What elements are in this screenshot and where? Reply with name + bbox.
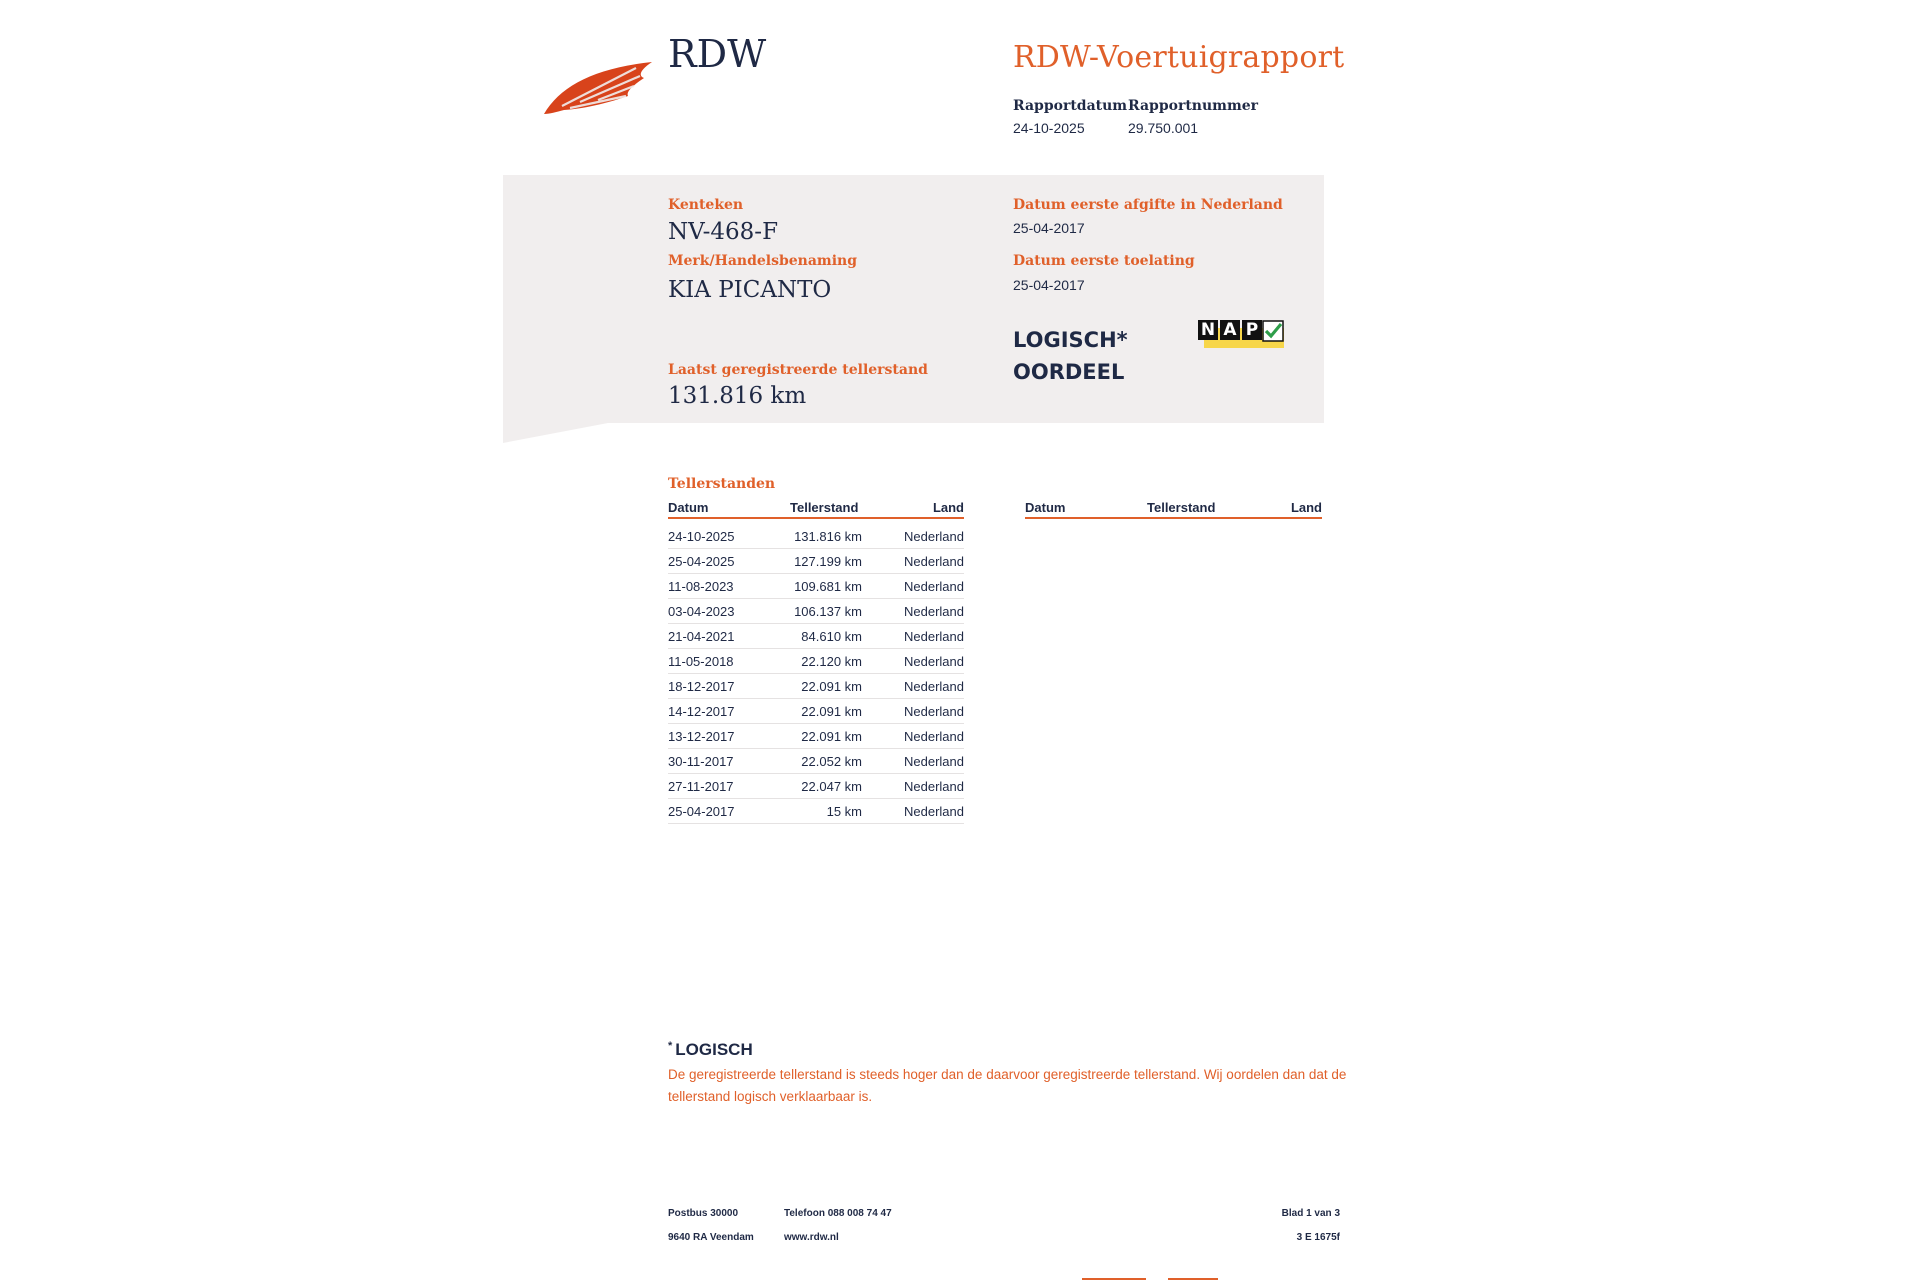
- odometer-value: 131.816 km: [668, 383, 807, 409]
- report-number-label: Rapportnummer: [1128, 98, 1259, 114]
- plate-value: NV-468-F: [668, 219, 779, 245]
- odometer-label: Laatst geregistreerde tellerstand: [668, 362, 928, 378]
- cell-country: Nederland: [904, 604, 964, 619]
- table-row: [668, 648, 964, 674]
- cell-odometer: 22.052 km: [801, 754, 862, 769]
- footer-web-link[interactable]: www.rdw.nl: [784, 1232, 839, 1243]
- footer-page-number: Blad 1 van 3: [1281, 1208, 1340, 1219]
- cell-odometer: 127.199 km: [794, 554, 862, 569]
- nap-letter-a: A: [1220, 320, 1240, 340]
- first-nl-label: Datum eerste afgifte in Nederland: [1013, 197, 1283, 213]
- cell-country: Nederland: [904, 754, 964, 769]
- footer-postbus: Postbus 30000: [668, 1208, 739, 1219]
- col-header-country: Land: [932, 500, 964, 515]
- col-header-country-right: Land: [1290, 500, 1322, 515]
- cell-date: 11-08-2023: [668, 579, 734, 594]
- cell-date: 25-04-2017: [668, 804, 735, 819]
- note-text: De geregistreerde tellerstand is steeds hoger dan de daarvoor geregistreerde tellerstand. Wij oordelen dan dat de tellerstand logisch verklaarbaar is.: [668, 1067, 1347, 1104]
- cell-date: 25-04-2025: [668, 554, 735, 569]
- note-star: *: [668, 1040, 673, 1052]
- first-admission-label: Datum eerste toelating: [1013, 253, 1195, 269]
- cell-date: 11-05-2018: [668, 654, 734, 669]
- report-date: 24-10-2025: [1013, 120, 1085, 136]
- cell-country: Nederland: [904, 704, 964, 719]
- table-row: [668, 748, 964, 774]
- table-row: [668, 773, 964, 799]
- cell-date: 24-10-2025: [668, 529, 735, 544]
- table-row: [668, 798, 964, 824]
- note-heading: [668, 1040, 753, 1060]
- footer-code: 3 E 1675f: [1296, 1232, 1340, 1243]
- cell-odometer: 15 km: [826, 804, 862, 819]
- col-header-date: Datum: [668, 500, 709, 515]
- table-row: [668, 673, 964, 699]
- cell-odometer: 84.610 km: [801, 629, 862, 644]
- verdict-line1: LOGISCH*: [1013, 328, 1128, 352]
- table-row: [668, 698, 964, 724]
- make-value: KIA PICANTO: [668, 277, 832, 303]
- cell-date: 03-04-2023: [668, 604, 735, 619]
- brand-name: RDW: [668, 32, 767, 76]
- col-header-odometer: Tellerstand: [790, 500, 859, 515]
- report-date-label: Rapportdatum: [1013, 98, 1128, 114]
- cell-odometer: 22.091 km: [801, 679, 862, 694]
- cell-odometer: 22.047 km: [801, 779, 862, 794]
- make-label: Merk/Handelsbenaming: [668, 253, 858, 269]
- table-row: [668, 598, 964, 624]
- col-header-odometer-right: Tellerstand: [1147, 500, 1216, 515]
- report-title: RDW-Voertuigrapport: [1013, 40, 1345, 75]
- cell-country: Nederland: [904, 629, 964, 644]
- note-heading-text: LOGISCH: [675, 1040, 753, 1059]
- readings-title: Tellerstanden: [668, 476, 776, 492]
- table-row: [668, 548, 964, 574]
- nap-badge: [1198, 320, 1286, 354]
- cell-odometer: 22.120 km: [801, 654, 862, 669]
- cell-odometer: 22.091 km: [801, 704, 862, 719]
- cell-country: Nederland: [904, 729, 964, 744]
- nap-letter-n: N: [1198, 320, 1218, 340]
- cell-odometer: 22.091 km: [801, 729, 862, 744]
- cell-country: Nederland: [904, 679, 964, 694]
- header-underline-left: [668, 517, 964, 519]
- cell-date: 30-11-2017: [668, 754, 734, 769]
- cell-odometer: 131.816 km: [794, 529, 862, 544]
- cell-country: Nederland: [904, 554, 964, 569]
- rdw-logo-icon: [540, 56, 656, 118]
- cell-date: 13-12-2017: [668, 729, 735, 744]
- cell-country: Nederland: [904, 529, 964, 544]
- cell-country: Nederland: [904, 579, 964, 594]
- cell-country: Nederland: [904, 654, 964, 669]
- cell-odometer: 109.681 km: [794, 579, 862, 594]
- table-row: [668, 523, 964, 549]
- col-header-date-right: Datum: [1025, 500, 1066, 515]
- cell-date: 27-11-2017: [668, 779, 734, 794]
- first-nl-value: 25-04-2017: [1013, 220, 1085, 236]
- panel-tail-decoration: [503, 423, 608, 443]
- verdict-line2: OORDEEL: [1013, 360, 1125, 384]
- nap-letter-p: P: [1242, 320, 1262, 340]
- first-admission-value: 25-04-2017: [1013, 277, 1085, 293]
- header-underline-right: [1025, 517, 1322, 519]
- table-row: [668, 723, 964, 749]
- cell-odometer: 106.137 km: [794, 604, 862, 619]
- cell-date: 18-12-2017: [668, 679, 735, 694]
- table-row: [668, 623, 964, 649]
- table-row: [668, 573, 964, 599]
- plate-label: Kenteken: [668, 197, 744, 213]
- report-number: 29.750.001: [1128, 120, 1199, 136]
- nap-check-icon: [1262, 320, 1284, 342]
- cell-date: 14-12-2017: [668, 704, 735, 719]
- cell-date: 21-04-2021: [668, 629, 735, 644]
- cell-country: Nederland: [904, 779, 964, 794]
- cell-country: Nederland: [904, 804, 964, 819]
- footer-address: 9640 RA Veendam: [668, 1232, 754, 1243]
- footer-phone: Telefoon 088 008 74 47: [784, 1208, 892, 1219]
